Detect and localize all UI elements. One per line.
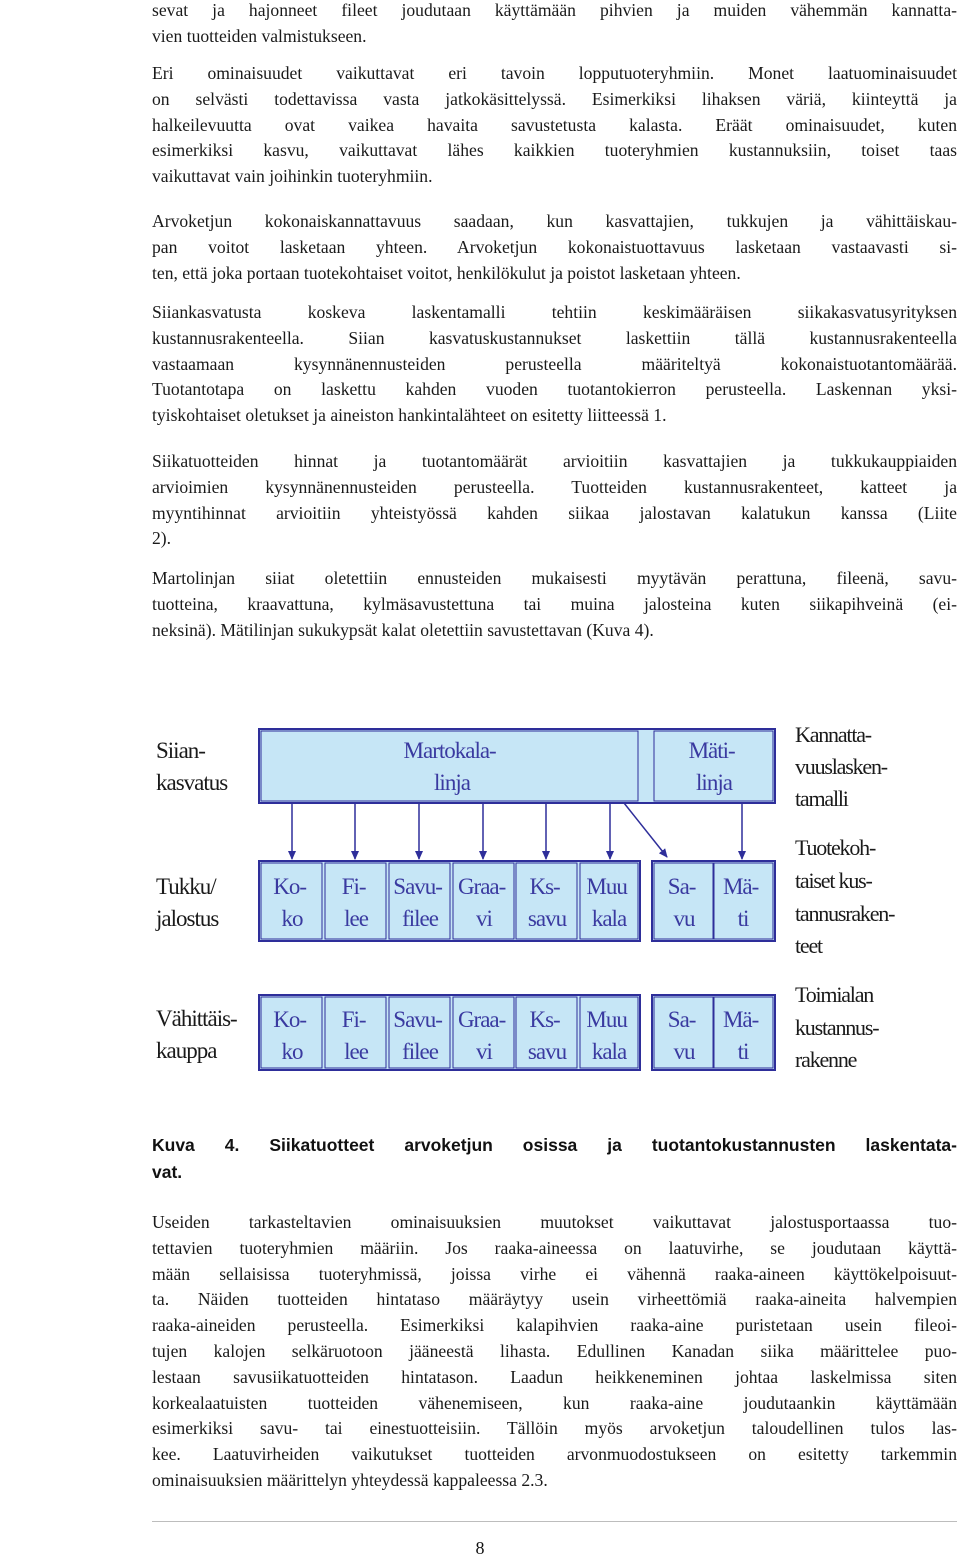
- text-line: tettavien tuoteryhmien määriin. Jos raaka-aineessa on laatuvirhe, se joudutaan käyttä-: [152, 1237, 957, 1258]
- retail-product-kssavu: Ks- savu: [527, 1007, 567, 1064]
- text-line: korkealaatuisten tuotteiden vähenemiseen, kun raaka-aine joudutaankin käyttämään: [152, 1392, 957, 1413]
- row-label-siankasvatus: Siian- kasvatus: [156, 738, 228, 795]
- side-label-tuotekohtaiset: Tuotekoh- taiset kus- tannusraken- teet: [795, 835, 895, 958]
- product-koko: Ko- ko: [273, 874, 307, 931]
- text-line: tyiskohtaiset oletukset ja aineiston hankintalähteet on esitetty liitteessä 1.: [152, 405, 667, 426]
- text-line: halkeilevuutta ovat vaikea havaita savustetusta kalasta. Eräät ominaisuudet, kuten: [152, 114, 957, 135]
- product-savufilee: Savu- filee: [393, 874, 442, 931]
- footer-divider: [152, 1521, 957, 1522]
- product-graavi: Graa- vi: [457, 874, 506, 931]
- product-savu: Sa- vu: [667, 874, 696, 931]
- product-kssavu: Ks- savu: [527, 874, 567, 931]
- text-line: Useiden tarkasteltavien ominaisuuksien muutokset vaikuttavat jalostusportaassa tuo-: [152, 1212, 957, 1232]
- text-line: 2).: [152, 528, 172, 549]
- caption-line: vat.: [152, 1162, 183, 1182]
- paragraph-3: [152, 209, 957, 286]
- matilinja-label: Mäti- linja: [688, 738, 735, 795]
- paragraph-4: [152, 300, 957, 429]
- product-muukala: Muu kala: [586, 874, 627, 931]
- text-line: on selvästi todettavissa vasta jatkokäsittelyssä. Esimerkiksi lihaksen väriä, kiinteyttä ja: [152, 88, 957, 109]
- text-line: tuotteina, kraavattuna, kylmäsavustettuna tai muina jalosteina kuten siikapihveinä (ei-: [152, 593, 957, 614]
- martokala-label: Martokala- linja: [403, 738, 496, 795]
- vahittais-marto-cells: [261, 997, 638, 1068]
- row-label-vahittais: Vähittäis- kauppa: [156, 1006, 237, 1063]
- text-line: tujen kalojen selkäruotoon jääneestä lihasta. Edullinen Kanadan siika määrittelee puo-: [152, 1340, 957, 1361]
- text-line: Siikatuotteiden hinnat ja tuotantomäärät arvioitiin kasvattajien ja tukkukauppiaiden: [152, 451, 957, 471]
- paragraph-1: [152, 0, 957, 50]
- text-line: ta. Näiden tuotteiden hintataso määräytyy usein virheettömiä raaka-aineita halvempien: [152, 1289, 957, 1310]
- text-line: vien tuotteiden valmistukseen.: [152, 25, 367, 46]
- retail-product-mati: Mä- ti: [722, 1007, 759, 1064]
- text-line: esimerkiksi savu- tai einestuotteisiin. Tällöin myös arvoketjun taloudellinen tulos las-: [152, 1418, 957, 1439]
- text-line: lestaan savusiikatuotteiden hintatason. Laadun heikkeneminen johtaa laskelmissa siten: [152, 1366, 957, 1387]
- arrow-savu-mati: [624, 803, 667, 857]
- side-label-kannattavuus: Kannatta- vuuslasken- tamalli: [795, 722, 887, 811]
- text-line: esimerkiksi kasvu, vaikuttavat lähes kaikkien tuoteryhmien kustannuksiin, toiset taas: [152, 140, 957, 161]
- text-line: kustannusrakenteella. Siian kasvatuskustannukset laskettiin tällä kustannusrakenteella: [152, 327, 957, 348]
- text-line: sevat ja hajonneet fileet joudutaan käyttämään pihvien ja muiden vähemmän kannatta-: [152, 0, 957, 20]
- paragraph-5: [152, 449, 957, 552]
- tukku-marto-cells: [261, 863, 638, 939]
- text-line: neksinä). Mätilinjan sukukypsät kalat oletettiin savustettavan (Kuva 4).: [152, 619, 654, 640]
- side-label-toimiala: Toimialan kustannus- rakenne: [795, 982, 879, 1072]
- text-line: arvioimien kysynnänennusteiden perusteella. Tuotteiden kustannusrakenteet, katteet ja: [152, 476, 957, 497]
- paragraph-7: [152, 1210, 957, 1494]
- text-line: mään sellaisissa tuoteryhmissä, joissa virhe ei vähennä raaka-aineen käyttökelpoisuut-: [152, 1263, 957, 1284]
- text-line: raaka-aineiden perusteella. Esimerkiksi kalapihvien raaka-aine puristetaan usein fileoi-: [152, 1315, 957, 1336]
- text-line: Tuotantotapa on laskettu kahden vuoden tuotantokierron perusteella. Laskennan yksi-: [152, 379, 957, 400]
- paragraph-2: [152, 61, 957, 190]
- text-line: myyntihinnat arvioitiin yhteistyössä kahden siikaa jalostavan kalatukun kanssa (Liite: [152, 502, 957, 523]
- retail-product-savu: Sa- vu: [667, 1007, 696, 1064]
- text-line: ominaisuuksien määrittelyn yhteydessä kappaleessa 2.3.: [152, 1469, 548, 1490]
- text-line: Martolinjan siiat oletettiin ennusteiden mukaisesti myytävän perattuna, fileenä, savu-: [152, 568, 957, 588]
- text-line: kee. Laatuvirheiden vaikutukset tuotteiden arvonmuodostukseen on esitetty tarkemmin: [152, 1444, 957, 1465]
- retail-product-koko: Ko- ko: [273, 1007, 307, 1064]
- caption-line: Kuva 4. Siikatuotteet arvoketjun osissa ja tuotantokustannusten laskentata-: [152, 1135, 957, 1155]
- text-line: vastaamaan kysynnänennusteiden perusteella määriteltyä kokonaistuotantomäärää.: [152, 353, 957, 374]
- paragraph-6: [152, 566, 957, 643]
- page-number: 8: [475, 1538, 485, 1558]
- retail-product-savufilee: Savu- filee: [393, 1007, 442, 1064]
- retail-product-muukala: Muu kala: [586, 1007, 627, 1064]
- text-line: Eri ominaisuudet vaikuttavat eri tavoin lopputuoteryhmiin. Monet laatuominaisuudet: [152, 63, 957, 83]
- text-line: vaikuttavat vain joihinkin tuoteryhmiin.: [152, 166, 433, 187]
- value-chain-diagram: [0, 700, 960, 1100]
- text-line: Arvoketjun kokonaiskannattavuus saadaan, kun kasvattajien, tukkujen ja vähittäiskau-: [152, 211, 957, 231]
- retail-product-filee: Fi- lee: [341, 1007, 368, 1064]
- product-mati: Mä- ti: [722, 874, 759, 931]
- product-filee: Fi- lee: [341, 874, 368, 931]
- row-label-tukku: Tukku/ jalostus: [156, 874, 219, 931]
- figure-caption: [152, 1132, 957, 1186]
- text-line: Siiankasvatusta koskeva laskentamalli tehtiin keskimääräisen siikakasvatusyrityksen: [152, 302, 957, 322]
- text-line: pan voitot lasketaan yhteen. Arvoketjun kokonaistuottavuus lasketaan vastaavasti si-: [152, 236, 957, 257]
- retail-product-graavi: Graa- vi: [457, 1007, 506, 1064]
- text-line: ten, että joka portaan tuotekohtaiset voitot, henkilökulut ja poistot lasketaan yhteen.: [152, 262, 741, 283]
